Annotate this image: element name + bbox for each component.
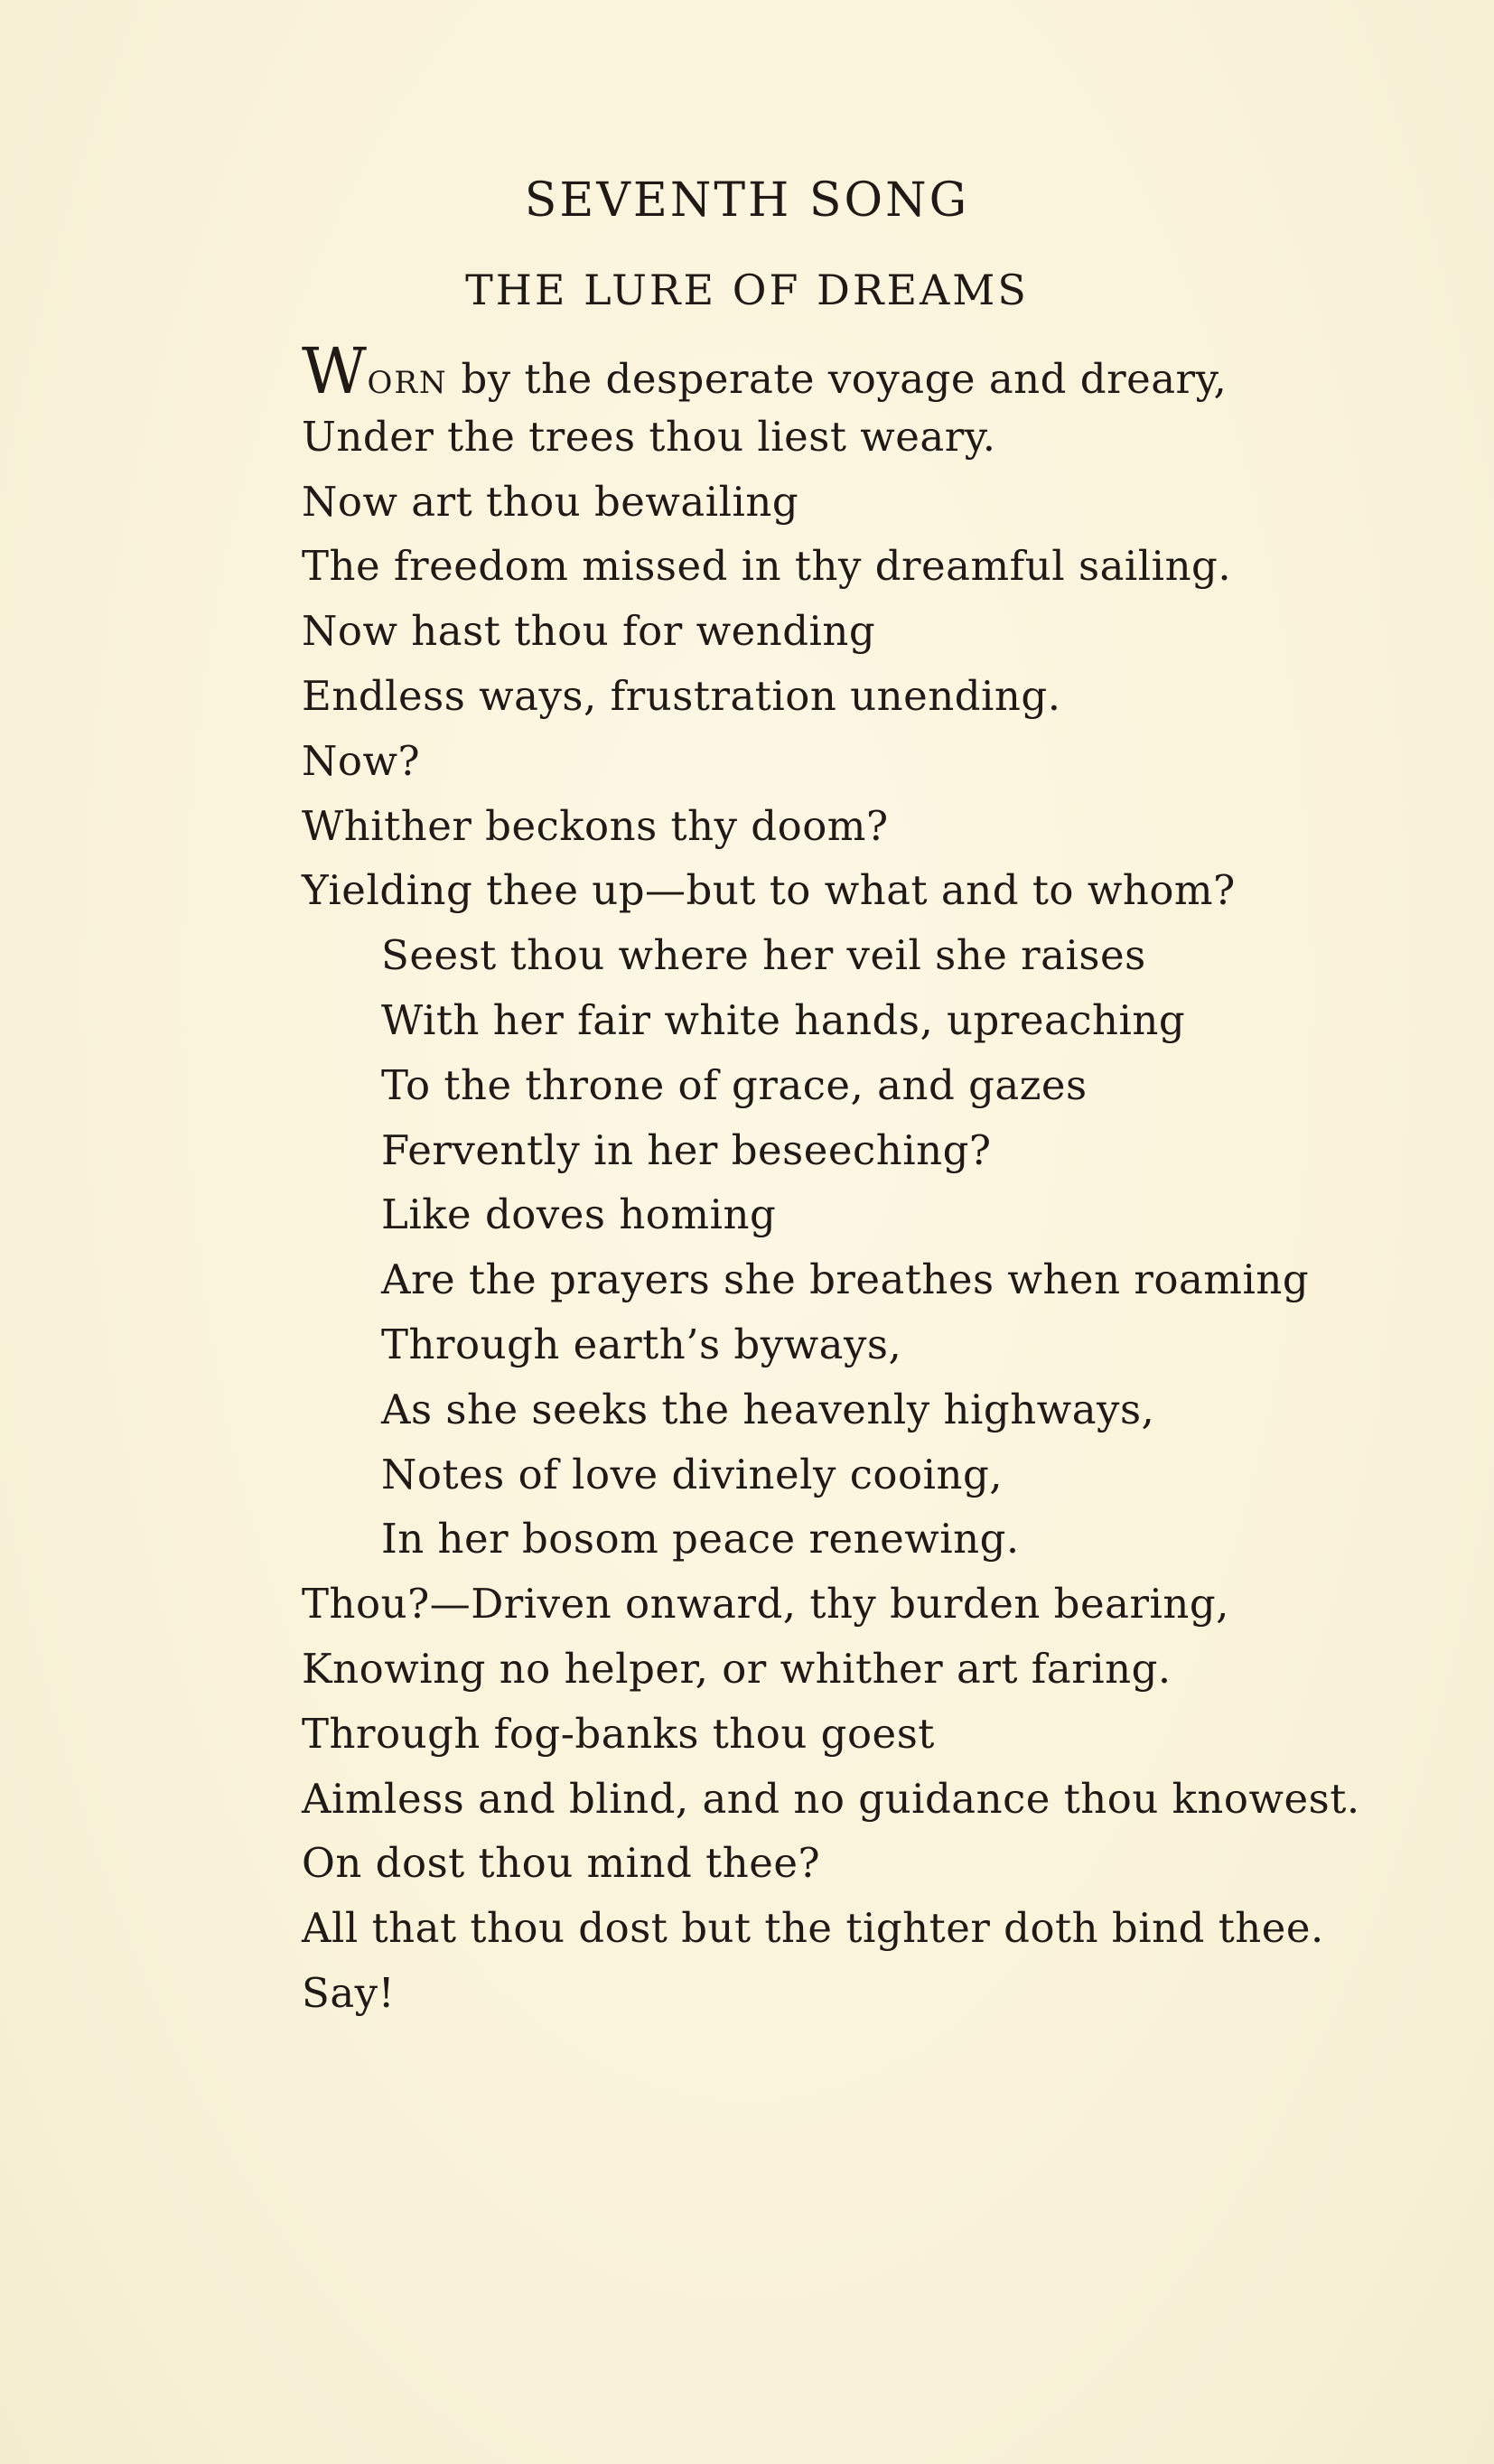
- poem-line-indented: Through earth’s byways,: [381, 1320, 902, 1368]
- poem-line-indented: In her bosom peace renewing.: [381, 1515, 1020, 1563]
- poem-line: Now?: [302, 736, 421, 785]
- drop-cap: W: [302, 334, 368, 408]
- poem-line: Endless ways, frustration unending.: [302, 671, 1061, 720]
- poem-line-indented: To the throne of grace, and gazes: [381, 1060, 1088, 1109]
- poem-line-indented: As she seeks the heavenly highways,: [381, 1385, 1155, 1433]
- song-title-heading: THE LURE OF DREAMS: [465, 266, 1029, 314]
- poem-body: [302, 334, 1422, 2026]
- small-caps-text: ORN: [367, 365, 448, 401]
- poem-line-indented: Notes of love divinely cooing,: [381, 1450, 1004, 1498]
- song-number-heading: SEVENTH SONG: [524, 173, 970, 228]
- poem-line: Aimless and blind, and no guidance thou knowest.: [302, 1774, 1360, 1823]
- poem-line: Through fog-banks thou goest: [302, 1709, 935, 1758]
- poem-line-indented: Like doves homing: [381, 1190, 777, 1239]
- poem-line: The freedom missed in thy dreamful sailing.: [302, 542, 1232, 591]
- first-line-rest: by the desperate voyage and dreary,: [447, 355, 1228, 403]
- poem-line-indented: With her fair white hands, upreaching: [381, 995, 1186, 1044]
- poem-line-indented: Are the prayers she breathes when roaming: [381, 1255, 1310, 1304]
- poem-line-indented: Seest thou where her veil she raises: [381, 931, 1146, 980]
- poem-line: Under the trees thou liest weary.: [302, 412, 996, 461]
- poem-line: Now hast thou for wending: [302, 607, 876, 656]
- poem-line: Say!: [302, 1968, 396, 2017]
- poem-line-indented: Fervently in her beseeching?: [381, 1125, 992, 1174]
- poem-line: Knowing no helper, or whither art faring.: [302, 1644, 1172, 1693]
- poem-line: Thou?—Driven onward, thy burden bearing,: [302, 1580, 1229, 1629]
- poem-line: Yielding thee up—but to what and to whom?: [302, 866, 1236, 915]
- poem-line: On dost thou mind thee?: [302, 1839, 821, 1888]
- poem-line: Now art thou bewailing: [302, 477, 799, 526]
- poem-line: All that thou dost but the tighter doth bind thee.: [302, 1904, 1324, 1953]
- poem-line: [302, 334, 1422, 408]
- poem-line: Whither beckons thy doom?: [302, 801, 889, 850]
